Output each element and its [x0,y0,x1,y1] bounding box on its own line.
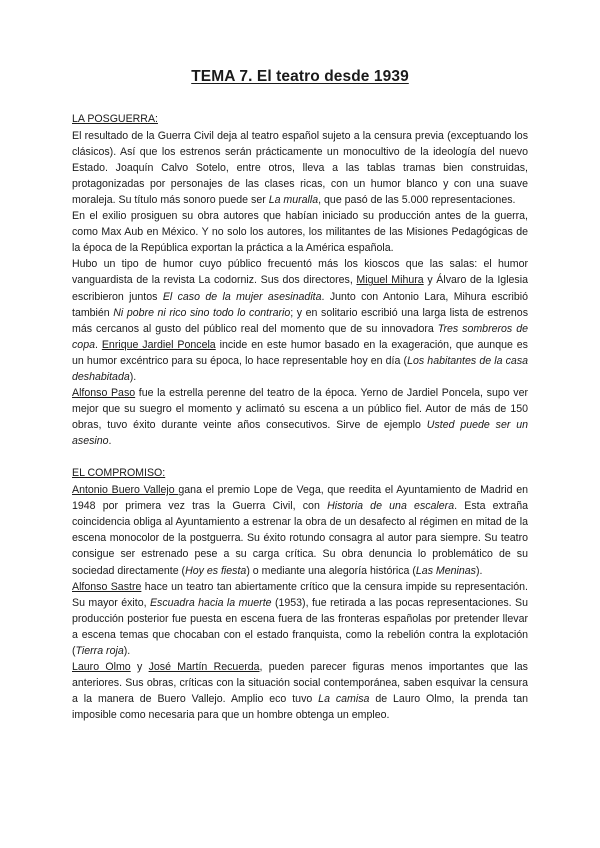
work-title: Las Meninas [415,564,476,577]
paragraph-text: ). [123,645,131,657]
document-page [72,68,528,723]
paragraph-text: de Lauro Olmo, la prenda tan imposible como necesaria para que un hombre obtenga un empleo. [72,693,528,722]
paragraph [72,256,528,385]
paragraph-text: (1953), fue retirada a las pocas representaciones. Su producción posterior fue puesta en escena fuera de las fronteras españolas por pretender llevar a escena temas que chocaban con el estado franquista, como la rebelión contra la explotación ( [72,596,528,657]
author-name: José Martín Recuerda [148,661,260,674]
author-name: Antonio Buero Vallejo [72,484,179,497]
paragraph-text: ) o mediante una alegoría histórica ( [246,564,416,577]
paragraph-text: Hubo un tipo de humor cuyo público frecuentó más los kioscos que las salas: el humor vanguardista de la revista La codorniz. Sus dos directores, [72,258,528,287]
document-title: TEMA 7. El teatro desde 1939 [191,68,409,85]
paragraph-text: El resultado de la Guerra Civil deja al teatro español sujeto a la censura previa (exceptuando los clásicos). Así que los estrenos serán prácticamente un monocultivo de la ideología del nuevo Estado. Joaquín Calvo Sotelo, entre otros, lleva a las tablas tramas bien construidas, protagonizadas por personajes de las clases ricas, con un humor blanco y con una suave moraleja. Su título más sonoro puede ser [72,129,528,206]
paragraph-text: . [108,435,112,448]
author-name: Miguel Mihura [356,274,424,287]
work-title: Tierra roja [75,645,124,657]
work-title: Ni pobre ni rico sino todo lo contrario [113,306,291,319]
section-gap [72,449,528,466]
work-title: La camisa [318,693,370,706]
paragraph-text: gana el premio Lope de Vega, que reedita el Ayuntamiento de Madrid en 1948 por primera vez tras la Guerra Civil, con [72,484,528,513]
section-heading: LA POSGUERRA: [72,113,158,125]
paragraph-text: , pueden parecer figuras menos importantes que las anteriores. Sus obras, críticas con la situación social contemporánea, saben esquivar la censura a la manera de Buero Vallejo. Amplio eco tuvo [72,661,528,706]
paragraph [72,482,528,579]
paragraph-text: . [94,338,102,351]
paragraph [72,385,528,449]
section-heading: EL COMPROMISO: [72,467,166,480]
paragraph [72,128,528,208]
paragraph [72,579,528,659]
paragraph-text: , que pasó de las 5.000 representaciones. [318,193,516,206]
author-name: Enrique Jardiel Poncela [101,338,216,351]
paragraph-text: En el exilio prosiguen su obra autores que habían iniciado su producción antes de la guerra, como Max Aub en México. Y no solo los autores, los militantes de las Misiones Pedagógicas de la época de la República exportan la práctica a la América española. [72,210,528,255]
work-title: Escuadra hacia la muerte [149,596,272,609]
author-name: Lauro Olmo [72,661,131,674]
paragraph-text: y [130,661,149,674]
author-name: Alfonso Paso [72,387,136,400]
work-title: Tres sombreros de copa [72,322,528,351]
work-title: Los habitantes de la casa deshabitada [72,354,529,383]
paragraph-text: incide en este humor basado en la exageración, que aunque es un humor excéntrico para su época, lo hace representable hoy en día ( [72,338,528,367]
paragraph-text: ). [475,564,483,577]
paragraph-text: fue la estrella perenne del teatro de la época. Yerno de Jardiel Poncela, supo ver mejor que su suegro el momento y aclimató su escena a un público fiel. Autor de más de 150 obras, tuvo éxito durante veinte años consecutivos. Sirve de ejemplo [72,387,528,432]
paragraph [72,208,528,256]
paragraph-text: hace un teatro tan abiertamente crítico que la censura impide su representación. Su mayor éxito, [72,580,528,609]
paragraph-text: ). [129,371,137,383]
paragraph-text: ; y en solitario escribió una larga lista de estrenos más cercanos al gusto del público real del momento que de su innovadora [72,306,528,335]
paragraph-text: y Álvaro de la Iglesia escribieron juntos [72,274,528,303]
work-title: La muralla [268,193,319,206]
paragraph-text: . Junto con Antonio Lara, Mihura escribió también [72,290,528,319]
work-title: Hoy es fiesta [185,564,247,577]
work-title: El caso de la mujer asesinadita [162,290,322,303]
document-body [72,112,528,723]
work-title: Historia de una escalera [327,500,455,513]
author-name: Alfonso Sastre [72,580,142,593]
work-title: Usted puede ser un asesino [72,419,528,448]
paragraph [72,659,528,723]
paragraph-text: . Esta extraña coincidencia obliga al Ayuntamiento a estrenar la obra de un desafecto al régimen en mitad de la escena monocolor de la postguerra. Su éxito rotundo consagra al autor para siempre. Su teatro consigue ser estrenado pese a su carga crítica. Su obra denuncia lo problemático de su sociedad directamente ( [72,500,529,577]
